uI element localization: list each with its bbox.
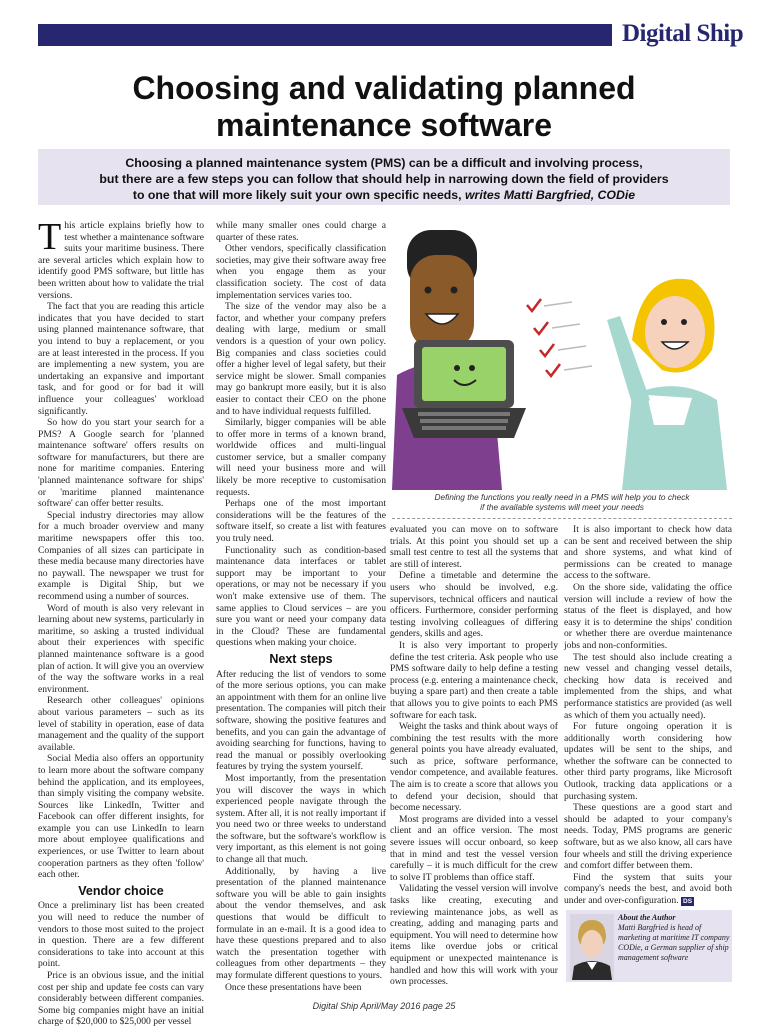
paragraph: Other vendors, specifically classification societies, may give their software away free when you engage them as your classification society. The cost of data implementation services varies too.	[216, 243, 386, 301]
page-footer: Digital Ship April/May 2016 page 25	[312, 1001, 456, 1011]
title-line-2: maintenance software	[215, 107, 553, 143]
dashed-divider	[392, 518, 732, 519]
author-heading: About the Author	[618, 913, 676, 922]
paragraph: evaluated you can move on to software trials. At this point you should set up a small test centre to test all the systems that are still of interest.	[390, 524, 558, 570]
paragraph: It is also very important to properly define the test criteria. Ask people who use PMS software daily to help define a testing process (e.g. entering a maintenance check, buying a spare part) and then create a table that allows you to give points to each PMS software for each task.	[390, 639, 558, 721]
drop-cap: T	[38, 216, 62, 258]
article-title	[40, 70, 728, 144]
paragraph: The test should also include creating a new vessel and changing vessel details, checking how data is received and implemented from the ships, and what performance statistics are provided (as well as which of them you actually need).	[564, 651, 732, 721]
collar-shape	[647, 395, 692, 425]
paragraph: Once these presentations have been	[225, 981, 362, 993]
paragraph: Perhaps one of the most important considerations will be the features of the software itself, so create a list with features you truly need.	[216, 498, 386, 545]
caption-line-1: Defining the functions you really need in a PMS will help you to check	[434, 492, 690, 502]
eye-shape	[661, 319, 667, 325]
column-1	[38, 216, 204, 1028]
brand-logo: Digital Ship	[622, 20, 744, 47]
paragraph	[38, 216, 204, 301]
paragraph: Social Media also offers an opportunity to learn more about the software company behind the application, and its employees, than simply visiting the company website. Sources like LinkedIn, Twitter and Facebook can offer different insights, for example you can use LinkedIn to learn more about employee qualifications and experiences, or use Twitter to learn about cooperation partners as they often 'follow' each other.	[38, 753, 204, 881]
figure-caption	[392, 492, 732, 512]
paragraph: So how do you start your search for a PMS? A Google search for 'planned maintenance software' offers results on software for manufacturers, but there are none for maritime companies. Entering 'planned maintenance software for ships' or 'maritime planned maintenance software' can offer better results.	[38, 417, 204, 510]
paragraph: Once a preliminary list has been created you will need to reduce the number of vendors to those most suited to the project in question. There are a few different considerations to take into account at this point.	[38, 900, 204, 970]
paragraph: Special industry directories may allow for a much broader overview and many maritime newspapers offer this too. Companies of all sizes can participate in these media because many directories have no paywall. The newspaper we trust for example is Digital Ship, but we recommend using a number of sources.	[38, 509, 204, 602]
column-4	[564, 524, 732, 907]
paragraph: while many smaller ones could charge a quarter of these rates.	[216, 220, 386, 243]
paragraph: The size of the vendor may also be a factor, and whether your company prefers dealing with large, medium or small vendors is a question of your own policy. Big companies and class societies could offer a higher level of legal safety, but their service might be slower. Small companies may go bankrupt more easily, but it is also easier to contact their CEO on the phone and to have individual requests fulfilled.	[216, 301, 386, 417]
paragraph: Word of mouth is also very relevant in learning about new systems, particularly in maritime, so asking a trusted individual about their experiences with specific planned maintenance software is a good plan of action. It will give you an overview of the way the software works in a real environment.	[38, 602, 204, 695]
subheading-next-steps: Next steps	[269, 651, 333, 666]
paragraph-text: his article explains briefly how to test whether a maintenance software suits your maritime business. There are several articles which explain how to identify good PMS software, but little has been written about how to validate the trial versions.	[38, 220, 204, 301]
standfirst-line-3-text: to one that will more likely suit your own specific needs,	[132, 188, 465, 202]
header-bar	[38, 24, 612, 46]
eye-shape	[425, 287, 432, 294]
checkmarks	[527, 299, 560, 376]
standfirst-line-1: Choosing a planned maintenance system (PMS) can be a difficult and involving process,	[125, 156, 643, 170]
paragraph: Validating the vessel version will involve tasks like creating, executing and reviewing maintenance jobs, as well as creating, adding and managing parts and equipment. You will need to determine how items like overdue jobs or critical equipment or unexpected maintenance is handled and how this will work with your own processes.	[390, 883, 558, 988]
laptop-eye-shape	[454, 365, 460, 371]
face-shape	[645, 296, 705, 368]
paragraph: Most programs are divided into a vessel client and an office version. The most severe issues will occur onboard, so keep that in mind and test the vessel version carefully – it is much difficult for the crew to solve IT problems than office staff.	[390, 813, 558, 883]
title-line-1: Choosing and validating planned	[132, 70, 636, 106]
checklist-lines	[544, 302, 592, 370]
paragraph: Define a timetable and determine the users who should be involved, e.g. supervisors, technical officers and nautical officers. Furthermore, consider performing testing involving colleagues of differing genders, skills and ages.	[390, 570, 558, 640]
caption-line-2: if the available systems will meet your needs	[480, 502, 644, 512]
paragraph: Functionality such as condition-based maintenance data interfaces or tablet support may be important to your operations, or may not be necessary if you won't make extensive use of them. The same applies to Cloud services – are you sure you want or need your company data in the Cloud? These are fundamental questions when making your choice.	[216, 544, 386, 649]
laptop-display	[422, 347, 506, 401]
paragraph: Weight the tasks and think about ways of combining the test results with the more general points you have already evaluated, such as price, software performance, vendor competence, and available features. The aim is to create a score that allows you to defend your decision, should that become necessary.	[390, 721, 558, 814]
author-bio	[618, 913, 730, 963]
laptop-keys	[418, 412, 510, 430]
paragraph: On the shore side, validating the office version will include a review of how the status of the fleet is displayed, and how easy it is to determine the ships' condition or whether there are overdue maintenance jobs and non-conformities.	[564, 581, 732, 651]
author-box	[566, 910, 732, 982]
subheading-vendor-choice: Vendor choice	[78, 883, 164, 898]
paragraph: These questions are a good start and should be adapted to your company's needs. Today, PMS programs are generic software, but as we also know, all cars have four wheels and still the driving experience and comfort differ between them.	[564, 802, 732, 872]
paragraph: Price is an obvious issue, and the initial cost per ship and update fee costs can vary considerably between different companies. Some big companies might have an initial charge of $20,000 to $25,000 per vessel	[38, 970, 204, 1028]
paragraph: Similarly, bigger companies will be able to offer more in terms of a known brand, worldwide offices and multi-lingual customer service, but a smaller company will need your business more and will likely be more receptive to customisation requests.	[216, 417, 386, 498]
paragraph-text: Find the system that suits your company's needs the best, and avoid both under and over-configuration.	[564, 871, 732, 906]
paragraph: The fact that you are reading this article indicates that you have decided to start using planned maintenance software, that you intend to buy a replacement, or you are at least interested in the process. If you are implementing a new system, you are undertaking an expansive and important task, and for good or for bad it will influence your colleagues' workload significantly.	[38, 301, 204, 417]
eye-shape	[451, 287, 458, 294]
eye-shape	[681, 319, 687, 325]
end-mark: DS	[683, 898, 693, 905]
standfirst-line-2: but there are a few steps you can follow that should help in narrowing down the field of providers	[99, 172, 669, 186]
author-text: Matti Bargfried is head of marketing at maritime IT company CODie, a German supplier of ship management software	[618, 923, 730, 962]
byline: writes Matti Bargfried, CODie	[464, 188, 636, 202]
paragraph: For future ongoing operation it is additionally worth considering how updates will be sent to the ships, and whether the software can be connected to other third party programs, like Microsoft Outlook, tracking data applications or a purchasing system.	[564, 721, 732, 802]
column-2	[216, 220, 386, 993]
standfirst	[38, 149, 730, 205]
paragraph: Most importantly, from the presentation you will discover the ways in which experienced people navigate through the system. After all, it is not really important if you need two or three weeks to understand the software, but the software's workflow is very important, as this element is not going to change all that much.	[216, 772, 386, 866]
column-3	[390, 524, 558, 988]
standfirst-line-3	[48, 187, 720, 203]
paragraph: Research other colleagues' opinions about various parameters – such as its level of stability in operation, ease of data management and the quality of the support available.	[38, 695, 204, 753]
paragraph	[564, 872, 732, 907]
paragraph: It is also important to check how data can be sent and received between the ship and shore systems, and what kind of permissions can be created to manage access to the software.	[564, 524, 732, 582]
laptop-eye-shape	[469, 365, 475, 371]
author-photo	[570, 914, 614, 980]
face-shape	[410, 255, 474, 350]
paragraph: After reducing the list of vendors to some of the more serious options, you can make an appointment with them for an online live presentation. The companies will pitch their software, showing the positive features and benefits, and you can gain the advantage of avoiding searching for functions, having to read the manual or possibly overlooking features by trying the system yourself.	[216, 668, 386, 773]
paragraph: Additionally, by having a live presentation of the planned maintenance software you will be able to gain insights about the vendor themselves, and ask questions that would be difficult to formulate in an e-mail. It is a good idea to have these questions prepared and to also watch the presentation together with colleagues from other departments – they may formulate different questions to yours.	[216, 865, 386, 981]
illustration	[392, 210, 732, 490]
